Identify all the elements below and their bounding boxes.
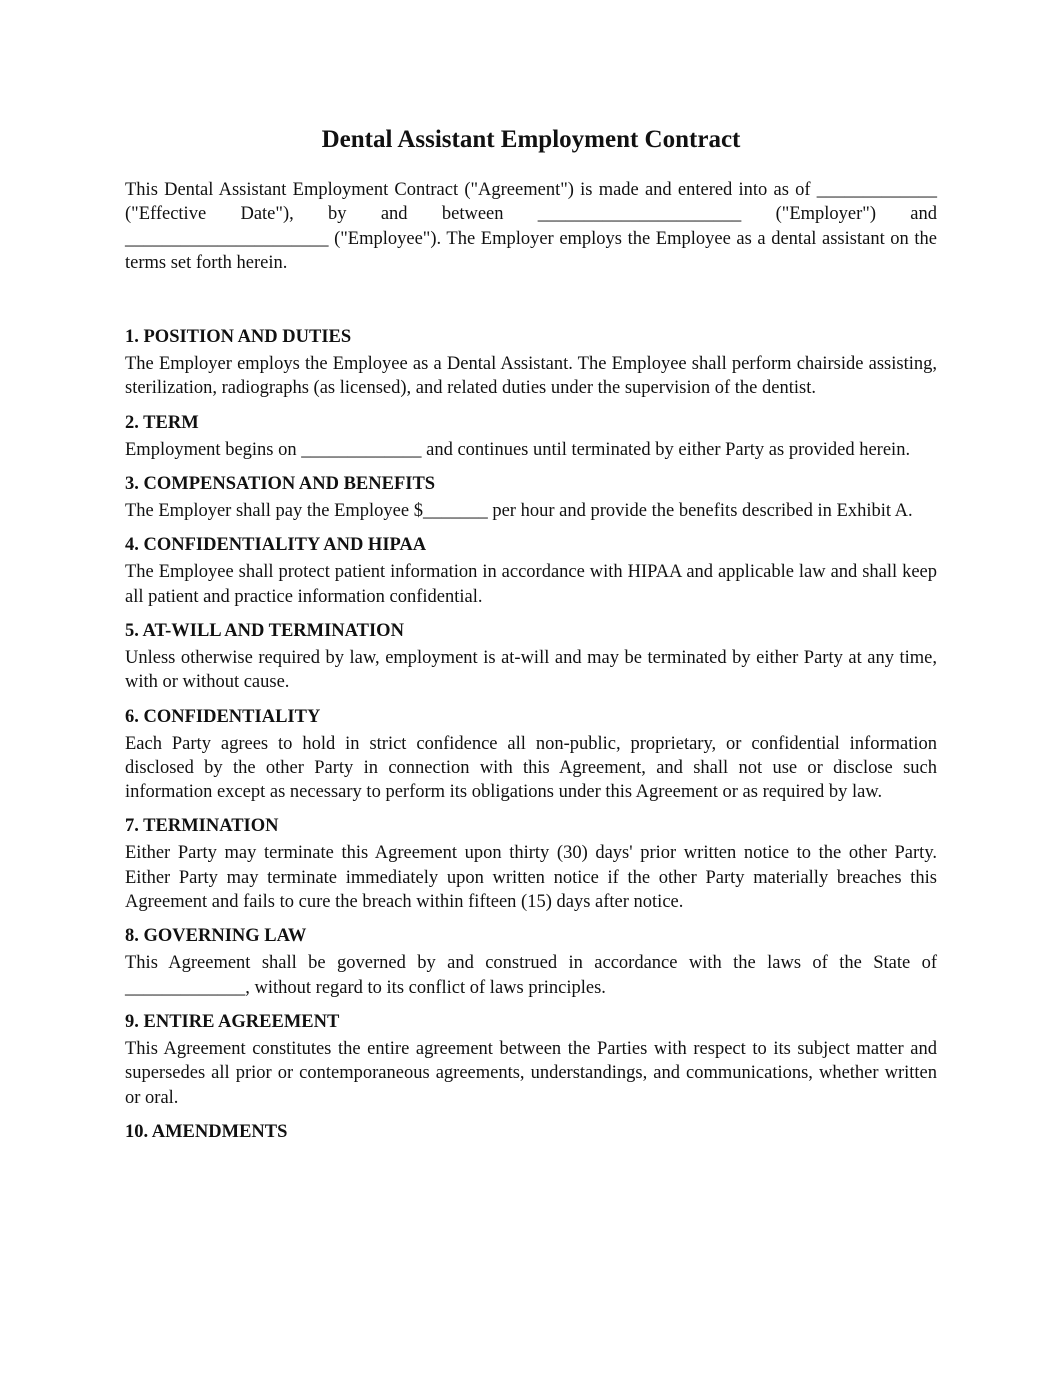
section-body: Each Party agrees to hold in strict confidence all non-public, proprietary, or confidential information disclosed by the other Party in connection with this Agreement, and shall not use or disclose such information except as necessary to perform its obligations under this Agreement or as required by law.	[125, 733, 937, 803]
section-entire-agreement	[125, 1010, 937, 1110]
section-body: The Employer shall pay the Employee $_______ per hour and provide the benefits described in Exhibit A.	[125, 501, 913, 522]
document-page	[125, 122, 937, 1154]
intro-paragraph: This Dental Assistant Employment Contract ("Agreement") is made and entered into as of _____________ ("Effective Date"), by and between ______________________ ("Employer") and ______________________ ("Employee"). The Employer employs the Employee as a dental assistant on the terms set forth herein.	[125, 180, 937, 273]
section-heading: 8. GOVERNING LAW	[125, 926, 307, 947]
section-body: The Employee shall protect patient information in accordance with HIPAA and applicable law and shall keep all patient and practice information confidential.	[125, 562, 937, 607]
section-term	[125, 411, 937, 462]
document-title: Dental Assistant Employment Contract	[321, 126, 741, 153]
section-body: This Agreement shall be governed by and construed in accordance with the laws of the State of _____________, without regard to its conflict of laws principles.	[125, 953, 937, 998]
section-body: Unless otherwise required by law, employment is at-will and may be terminated by either Party at any time, with or without cause.	[125, 647, 937, 693]
section-amendments	[125, 1120, 937, 1144]
section-heading: 9. ENTIRE AGREEMENT	[125, 1011, 340, 1032]
section-confidentiality-and-hipaa	[125, 533, 937, 609]
section-body: Employment begins on _____________ and continues until terminated by either Party as provided herein.	[125, 439, 911, 460]
section-heading: 6. CONFIDENTIALITY	[125, 706, 321, 727]
section-termination	[125, 814, 937, 914]
section-heading: 4. CONFIDENTIALITY AND HIPAA	[125, 535, 427, 556]
section-governing-law	[125, 924, 937, 1000]
section-at-will-and-termination	[125, 619, 937, 695]
section-heading: 10. AMENDMENTS	[125, 1121, 288, 1142]
section-heading: 2. TERM	[125, 412, 199, 433]
section-heading: 5. AT-WILL AND TERMINATION	[125, 620, 404, 641]
section-position-and-duties	[125, 325, 937, 401]
section-heading: 3. COMPENSATION AND BENEFITS	[125, 474, 436, 495]
section-body: Either Party may terminate this Agreement upon thirty (30) days' prior written notice to the other Party. Either Party may terminate immediately upon written notice if the other Party materially breaches this Agreement and fails to cure the breach within fifteen (15) days after notice.	[125, 843, 937, 913]
section-heading: 7. TERMINATION	[125, 816, 279, 837]
section-body: The Employer employs the Employee as a Dental Assistant. The Employee shall perform chairside assisting, sterilization, radiographs (as licensed), and related duties under the supervision of the dentist.	[125, 354, 937, 399]
section-body: This Agreement constitutes the entire agreement between the Parties with respect to its subject matter and supersedes all prior or contemporaneous agreements, understandings, and communications, whether written or oral.	[125, 1038, 937, 1108]
section-confidentiality	[125, 705, 937, 805]
section-compensation-and-benefits	[125, 472, 937, 523]
section-heading: 1. POSITION AND DUTIES	[125, 327, 352, 348]
